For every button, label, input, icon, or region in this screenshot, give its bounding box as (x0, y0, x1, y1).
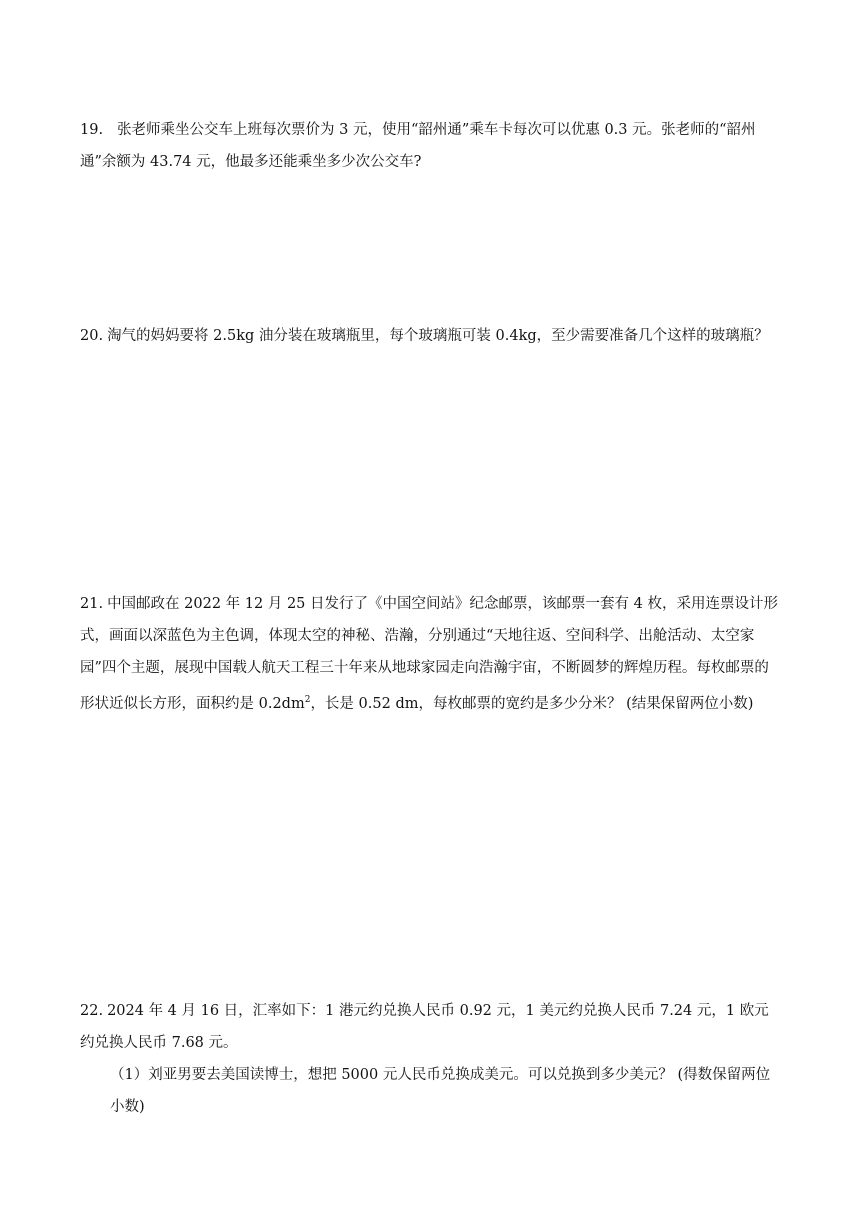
question-text: 2024 年 4 月 16 日，汇率如下：1 港元约兑换人民币 0.92 元，1 美元约兑换人民币 7.24 元，1 欧元约兑换人民币 7.68 元。 (80, 1003, 769, 1051)
question-text-part1: 中国邮政在 2022 年 12 月 25 日发行了《中国空间站》纪念邮票，该邮票一套有 4 枚，采用连票设计形式，画面以深蓝色为主色调，体现太空的神秘、浩瀚，分别通过“天地往返、空间科学、出舱活动、太空家园”四个主题，展现中国载人航天工程三十年来从地球家园走向浩瀚宇宙，不断圆梦的辉煌历程。每枚邮票的形状近似长方形，面积约是 0.2dm (80, 596, 778, 712)
question-number: 22. (80, 1003, 104, 1019)
question-text: 淘气的妈妈要将 2.5kg 油分装在玻璃瓶里，每个玻璃瓶可装 0.4kg，至少需要准备几个这样的玻璃瓶？ (107, 328, 769, 344)
question-19 (80, 114, 780, 178)
question-20 (80, 320, 780, 352)
question-text: 张老师乘坐公交车上班每次票价为 3 元，使用“韶州通”乘车卡每次可以优惠 0.3 元。张老师的“韶州通”余额为 43.74 元，他最多还能乘坐多少次公交车? (80, 122, 756, 170)
question-number: 20. (80, 328, 104, 344)
question-22 (80, 995, 780, 1123)
question-number: 21. (80, 596, 104, 612)
question-21 (80, 588, 780, 720)
sub-question-1: （1）刘亚男要去美国读博士，想把 5000 元人民币兑换成美元。可以兑换到多少美元？ (得数保留两位小数) (110, 1067, 771, 1115)
superscript-exponent: 2 (304, 695, 311, 705)
question-text-part2: ，长是 0.52 dm，每枚邮票的宽约是多少分米？ (结果保留两位小数) (310, 695, 754, 712)
question-number: 19. (80, 122, 104, 138)
